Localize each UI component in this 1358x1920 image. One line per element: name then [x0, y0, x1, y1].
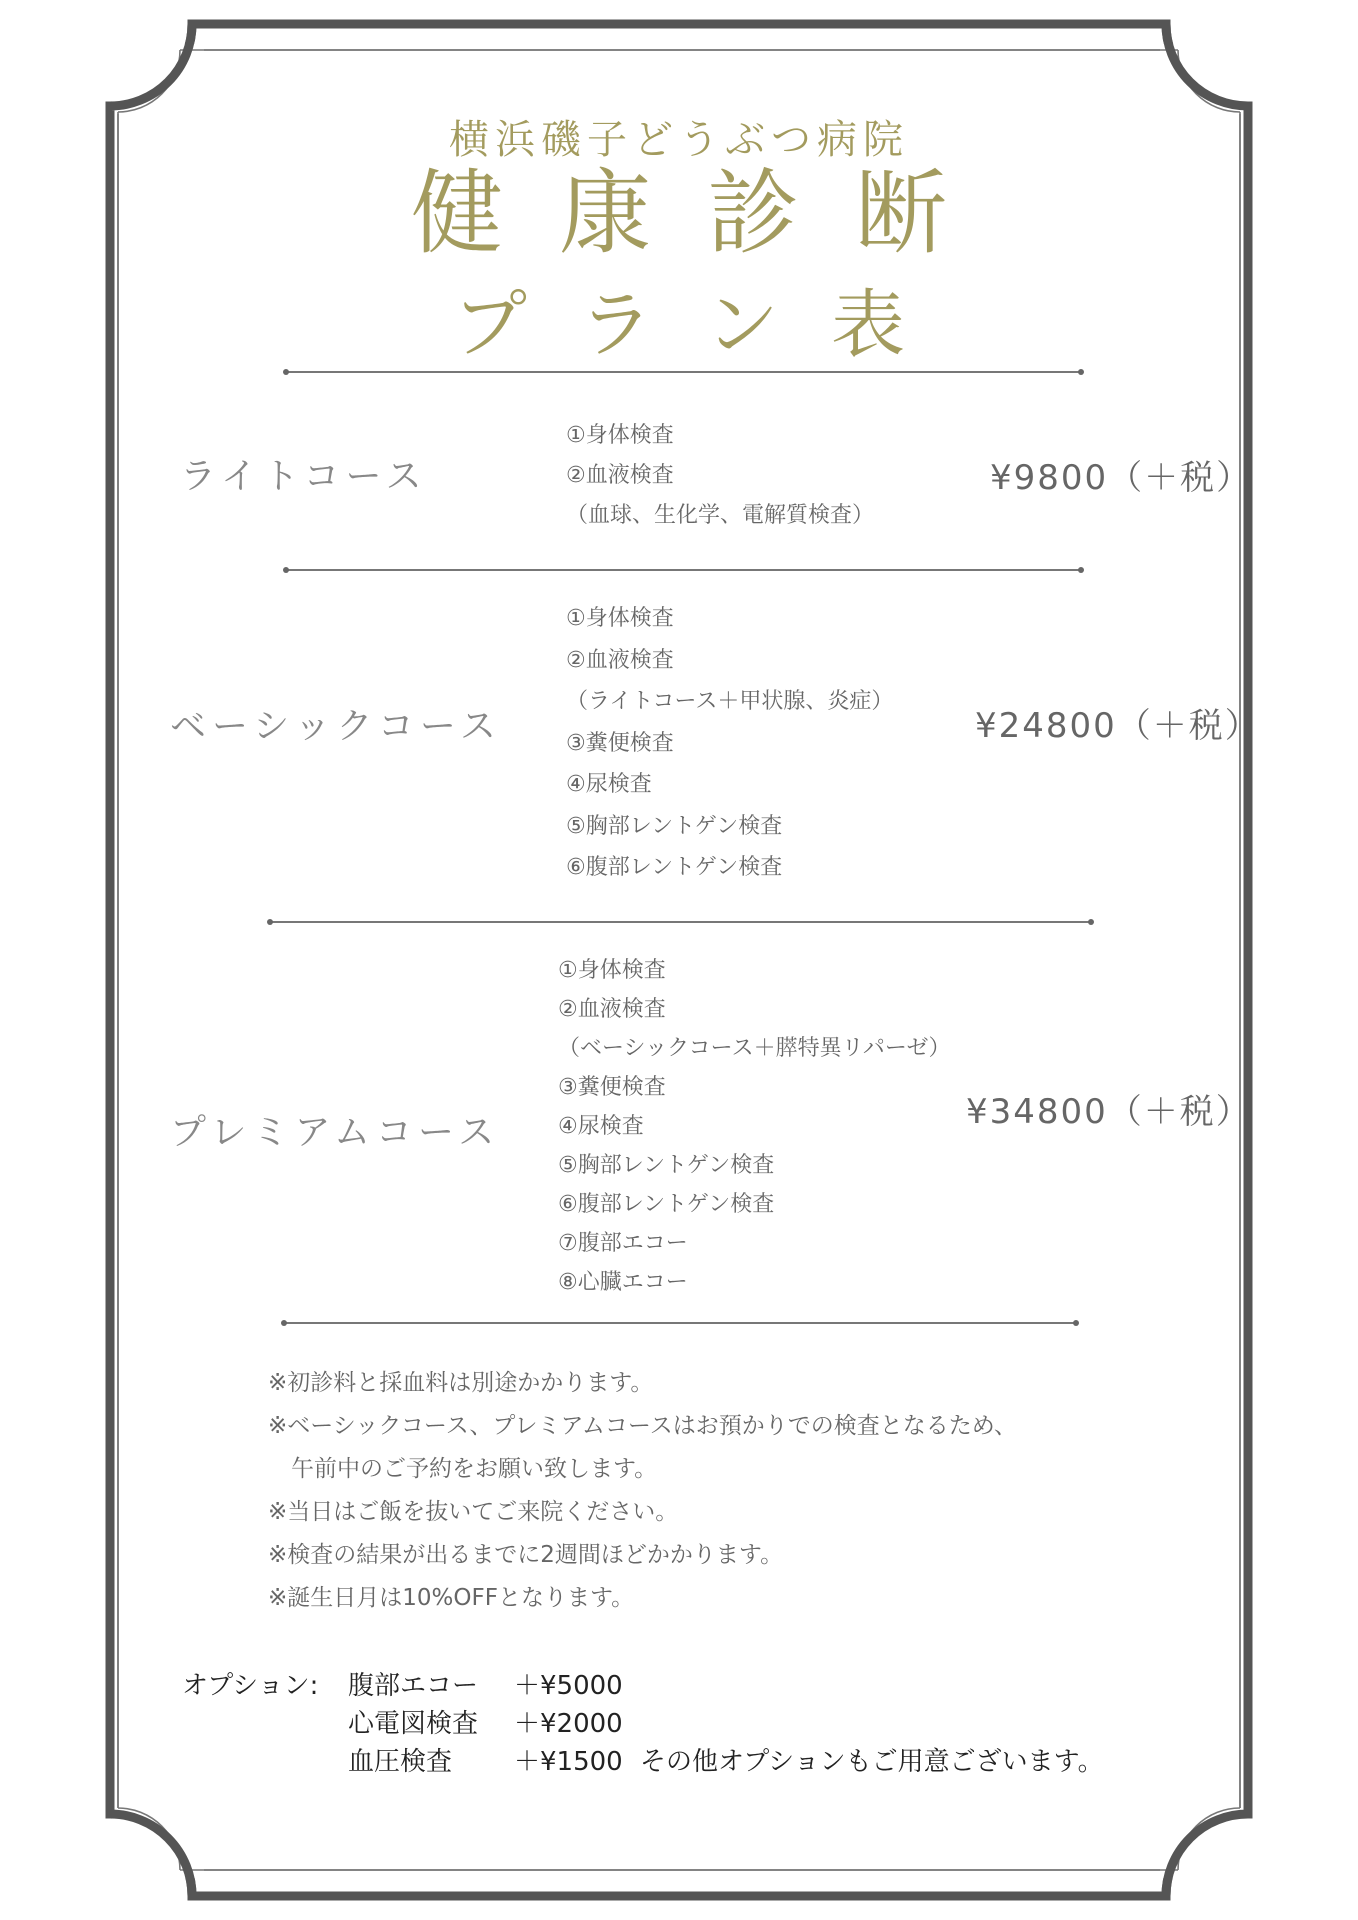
page-title: 健康診断 [410, 160, 1003, 267]
options-label: オプション: [182, 1671, 319, 1701]
option-name: 腹部エコー [348, 1671, 479, 1701]
list-item: ①身体検査 [566, 606, 674, 631]
divider-light [286, 569, 1081, 571]
divider-basic [270, 921, 1091, 923]
divider-header [286, 371, 1081, 373]
note-item: ※当日はご飯を抜いてご来院ください。 [268, 1499, 679, 1525]
course-price-basic: ¥24800（＋税） [975, 706, 1261, 746]
list-item: ②血液検査 [566, 647, 674, 673]
note-item: ※検査の結果が出るまでに2週間ほどかかります。 [268, 1542, 784, 1568]
option-price: ＋¥2000 [514, 1709, 623, 1739]
option-name: 心電図検査 [348, 1709, 479, 1739]
option-price: ＋¥1500 [514, 1747, 623, 1777]
list-item: ⑦腹部エコー [558, 1231, 688, 1256]
notes-list [268, 1362, 1017, 1620]
list-item: （ベーシックコース＋膵特異リパーゼ） [558, 1036, 951, 1061]
list-item: ⑤胸部レントゲン検査 [566, 813, 783, 839]
list-item: （血球、生化学、電解質検査） [566, 503, 875, 528]
list-item: ⑤胸部レントゲン検査 [558, 1153, 775, 1178]
options-extra: その他オプションもご用意ございます。 [640, 1747, 1104, 1777]
list-item: ④尿検査 [566, 772, 652, 797]
divider-premium [284, 1322, 1076, 1324]
list-item: （ライトコース＋甲状腺、炎症） [566, 689, 894, 714]
note-item: ※ベーシックコース、プレミアムコースはお預かりでの検査となるため、 [268, 1413, 1017, 1439]
course-name-basic: ベーシックコース [170, 706, 503, 747]
course-name-light: ライトコース [180, 456, 428, 497]
option-price: ＋¥5000 [514, 1671, 623, 1701]
list-item: ③糞便検査 [566, 730, 674, 756]
list-item: ②血液検査 [566, 463, 674, 488]
course-price-premium: ¥34800（＋税） [966, 1092, 1252, 1132]
hospital-name: 横浜磯子どうぶつ病院 [449, 117, 909, 163]
list-item: ②血液検査 [558, 997, 666, 1022]
list-item: ③糞便検査 [558, 1075, 666, 1100]
note-item: ※誕生日月は10%OFFとなります。 [268, 1585, 635, 1611]
course-items-light [566, 416, 874, 536]
list-item: ⑥腹部レントゲン検査 [558, 1192, 775, 1217]
course-name-premium: プレミアムコース [170, 1112, 501, 1153]
page-subtitle: プラン表 [453, 282, 957, 368]
option-name: 血圧検査 [348, 1747, 453, 1777]
list-item: ①身体検査 [566, 423, 674, 448]
course-price-light: ¥9800（＋税） [990, 458, 1253, 498]
note-item: ※初診料と採血料は別途かかります。 [268, 1370, 654, 1396]
note-item: 午前中のご予約をお願い致します。 [268, 1456, 658, 1482]
course-items-basic [566, 598, 893, 889]
list-item: ①身体検査 [558, 958, 666, 983]
list-item: ⑧心臓エコー [558, 1270, 688, 1295]
list-item: ⑥腹部レントゲン検査 [566, 855, 783, 880]
list-item: ④尿検査 [558, 1114, 644, 1139]
course-items-premium [558, 951, 950, 1302]
